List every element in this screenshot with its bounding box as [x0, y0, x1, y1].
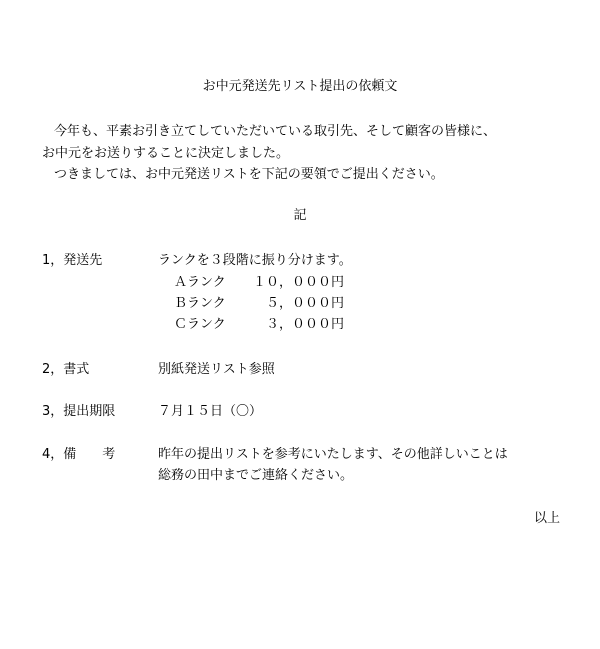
- item-3-label: 3，提出期限: [42, 404, 116, 419]
- item-4-value-line-1: 昨年の提出リストを参考にいたします、その他詳しいことは: [158, 447, 508, 462]
- rank-a-amount: １０，０００円: [252, 275, 344, 290]
- closing-text: 以上: [533, 511, 560, 526]
- rank-c-amount: ３，０００円: [265, 317, 344, 332]
- item-1-value: ランクを３段階に振り分けます。: [158, 253, 352, 268]
- intro-paragraph-line-1: 今年も、平素お引き立てしていただいている取引先、そして顧客の皆様に、: [54, 124, 497, 139]
- item-3-value: ７月１５日（〇）: [158, 404, 263, 419]
- intro-paragraph-line-3: つきましては、お中元発送リストを下記の要領でご提出ください。: [54, 167, 444, 182]
- rank-c-label: Ｃランク: [174, 317, 226, 332]
- intro-paragraph-line-2: お中元をお送りすることに決定しました。: [42, 146, 290, 161]
- item-2-value: 別紙発送リスト参照: [158, 362, 275, 377]
- item-4-value-line-2: 総務の田中までご連絡ください。: [158, 468, 354, 483]
- rank-a-label: Ａランク: [174, 275, 226, 290]
- rank-b-amount: ５，０００円: [265, 296, 344, 311]
- document-title: お中元発送先リスト提出の依頼文: [202, 79, 398, 94]
- ki-heading: 記: [293, 208, 307, 223]
- item-4-label: 4，備 考: [42, 447, 116, 462]
- item-2-label: 2，書式: [42, 362, 90, 377]
- item-1-label: 1，発送先: [42, 253, 103, 268]
- rank-b-label: Ｂランク: [174, 296, 226, 311]
